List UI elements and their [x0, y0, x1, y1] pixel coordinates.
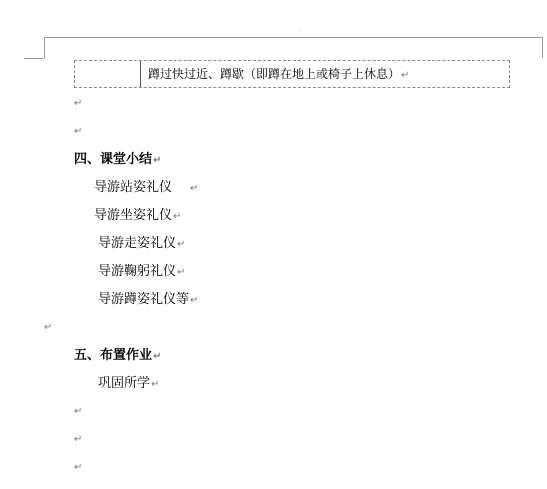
margin-guide-right	[542, 37, 543, 58]
paragraph-mark: ↵	[151, 379, 160, 390]
section-heading	[74, 152, 161, 169]
list-item	[98, 292, 198, 309]
empty-paragraph-mark: ↵	[44, 322, 53, 333]
table-cell-empty[interactable]	[75, 61, 141, 87]
list-item	[98, 236, 185, 253]
list-item	[98, 376, 159, 393]
paragraph-mark: ↵	[153, 351, 162, 362]
top-margin-mark: ·	[300, 28, 302, 35]
paragraph-mark: ↵	[153, 155, 162, 166]
paragraph-mark: ↵	[177, 239, 186, 250]
section-4-title: 四、课堂小结	[74, 152, 153, 167]
list-item	[98, 264, 185, 281]
table-cell-content: 蹲过快过近、蹲歇（即蹲在地上或椅子上休息）	[148, 67, 401, 81]
empty-paragraph-mark: ↵	[74, 126, 83, 137]
paragraph-mark: ↵	[173, 211, 182, 222]
paragraph-mark: ↵	[401, 70, 410, 81]
section-5-title: 五、布置作业	[74, 348, 153, 363]
summary-item: 导游鞠躬礼仪	[98, 264, 177, 279]
empty-paragraph-mark: ↵	[74, 462, 83, 473]
homework-item: 巩固所学	[98, 376, 151, 391]
table-cell-text[interactable]	[141, 61, 509, 87]
section-heading	[74, 348, 161, 365]
paragraph-mark: ↵	[177, 267, 186, 278]
summary-item: 导游走姿礼仪	[98, 236, 177, 251]
document-table[interactable]	[74, 60, 510, 88]
margin-guide-top	[44, 37, 542, 38]
summary-item: 导游坐姿礼仪	[94, 208, 173, 223]
paragraph-mark: ↵	[190, 295, 199, 306]
empty-paragraph-mark: ↵	[74, 406, 83, 417]
list-item	[94, 208, 181, 225]
list-item	[94, 180, 198, 197]
empty-paragraph-mark: ↵	[74, 98, 83, 109]
margin-guide-corner	[24, 58, 44, 59]
summary-item: 导游蹲姿礼仪等	[98, 292, 190, 307]
paragraph-mark: ↵	[190, 183, 199, 194]
summary-item: 导游站姿礼仪	[94, 180, 173, 195]
empty-paragraph-mark: ↵	[74, 434, 83, 445]
margin-guide-left	[44, 37, 45, 58]
